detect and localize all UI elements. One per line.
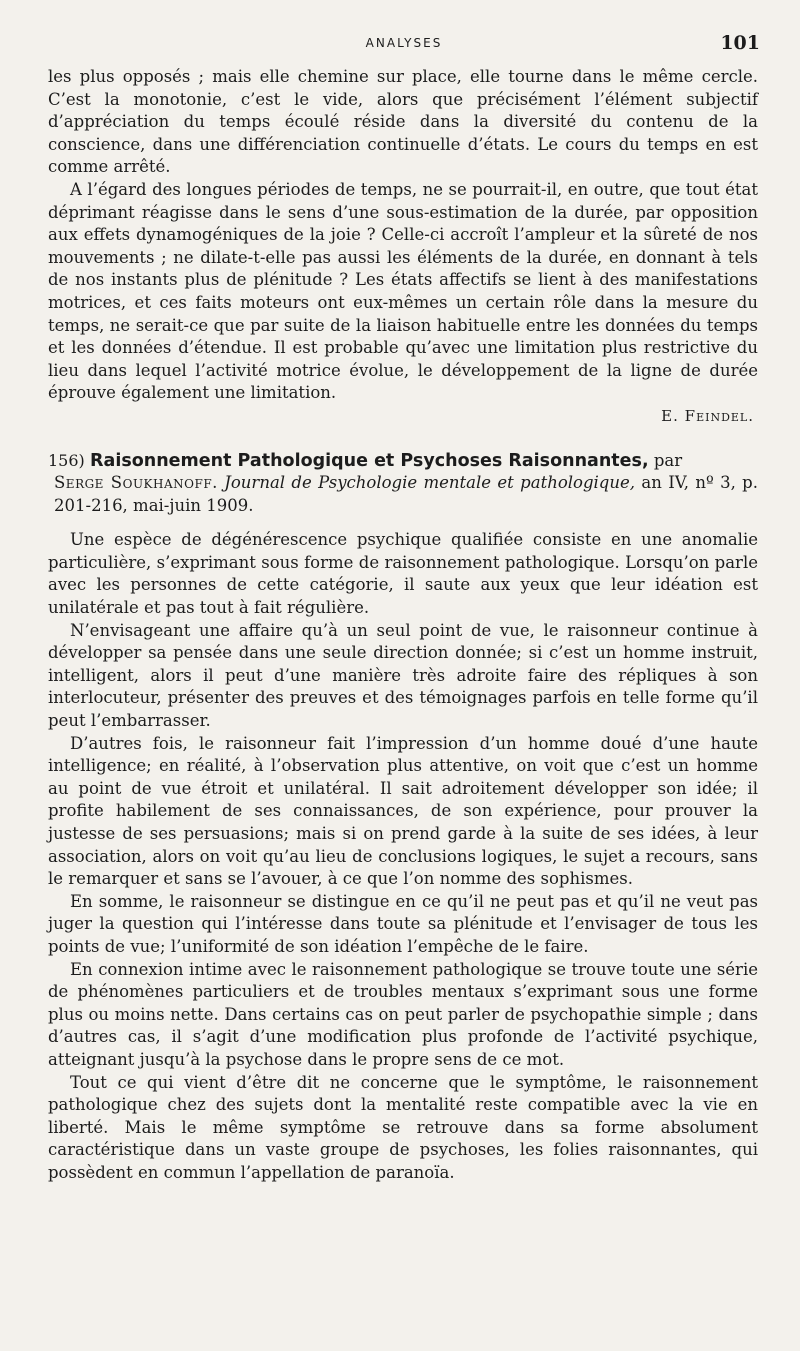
reviewer-signature: E. Feindel. xyxy=(661,406,754,425)
entry-par: par xyxy=(653,450,683,470)
entry-heading xyxy=(48,450,758,473)
review-entry xyxy=(48,450,758,1185)
entry-text xyxy=(48,529,758,1184)
paragraph: N’envisageant une affaire qu’à un seul point de vue, le raisonneur continue à développer sa pensée dans une seule direction donnée; si c’est un homme instruit, intelligent, alors il peut d’une manière très adroite faire des répliques à son interlocuteur, présenter des preuves et des témoignages parfois en telle forme qu’il peut l’embarrasser. xyxy=(48,620,758,731)
paragraph: les plus opposés ; mais elle chemine sur place, elle tourne dans le même cercle. C’est la monotonie, c’est le vide, alors que précisément l’élément subjectif d’appréciation du temps écoulé réside dans la diversité du contenu de la conscience, dans une différenciation continuelle d’états. Le cours du temps en est comme arrêté. xyxy=(48,67,758,177)
paragraph: En somme, le raisonneur se distingue en ce qu’il ne peut pas et qu’il ne veut pas juger la question qui l’intéresse dans toute sa plénitude et l’envisager de tous les points de vue; l’uniformité de son idéation l’empêche de le faire. xyxy=(48,891,758,956)
entry-title: Raisonnement Pathologique et Psychoses Raisonnantes, xyxy=(90,450,649,471)
entry-details: an IV, nº 3, p. 201-216, mai-juin 1909. xyxy=(54,473,758,515)
running-head: ANALYSES xyxy=(365,36,443,50)
paragraph: A l’égard des longues périodes de temps, ne se pourrait-il, en outre, que tout état déprimant réagisse dans le sens d’une sous-estimation de la durée, par opposition aux effets dynamogéniques de la joie ? Celle-ci accroît l’ampleur et la sûreté de nos mouvements ; ne dilate-t-elle pas aussi les éléments de la durée, en donnant à tels de nos instants plus de plénitude ? Les états affectifs se lient à des manifestations motrices, et ces faits moteurs ont eux-mêmes un certain rôle dans la mesure du temps, ne serait-ce que par suite de la liaison habituelle entre les données du temps et les données d’étendue. Il est probable qu’avec une limitation plus restrictive du lieu dans lequel l’activité motrice évolue, le développement de la ligne de durée éprouve également une limitation. xyxy=(48,179,758,403)
page-number: 101 xyxy=(720,32,760,54)
page-header xyxy=(48,32,760,56)
paragraph: Une espèce de dégénérescence psychique qualifiée consiste en une anomalie particulière, s’exprimant sous forme de raisonnement pathologique. Lorsqu’on parle avec les personnes de cette catégorie, il saute aux yeux que leur idéation est unilatérale et pas tout à fait régulière. xyxy=(48,530,758,618)
page-body xyxy=(48,66,758,1185)
paragraph: Tout ce qui vient d’être dit ne concerne que le symptôme, le raisonnement pathologique chez des sujets dont la mentalité reste compatible avec la vie en liberté. Mais le même symptôme se retrouve dans sa forme absolument caractéristique dans un vaste groupe de psychoses, les folies raisonnantes, qui possèdent en commun l’appellation de paranoïa. xyxy=(48,1072,758,1182)
paragraph: D’autres fois, le raisonneur fait l’impression d’un homme doué d’une haute intelligence; en réalité, à l’observation plus attentive, on voit que c’est un homme au point de vue étroit et unilatéral. Il sait adroitement développer son idée; il profite habilement de ses connaissances, de son expérience, pour prouver la justesse de ses persuasions; mais si on prend garde à la suite de ses idées, à leur association, alors on voit qu’au lieu de conclusions logiques, le sujet a recours, sans le remarquer et sans se l’avouer, à ce que l’on nomme des sophismes. xyxy=(48,733,758,889)
paragraph: En connexion intime avec le raisonnement pathologique se trouve toute une série de phénomènes particuliers et de troubles mentaux s’exprimant sous une forme plus ou moins nette. Dans certains cas on peut parler de psychopathie simple ; dans d’autres cas, il s’agit d’une modification plus profonde de l’activité psychique, atteignant jusqu’à la psychose dans le propre sens de ce mot. xyxy=(48,959,758,1069)
entry-number: 156) xyxy=(48,450,85,470)
entry-reference xyxy=(48,472,758,517)
entry-author: Serge Soukhanoff. xyxy=(54,473,218,493)
entry-journal: Journal de Psychologie mentale et pathologique, xyxy=(224,473,636,493)
